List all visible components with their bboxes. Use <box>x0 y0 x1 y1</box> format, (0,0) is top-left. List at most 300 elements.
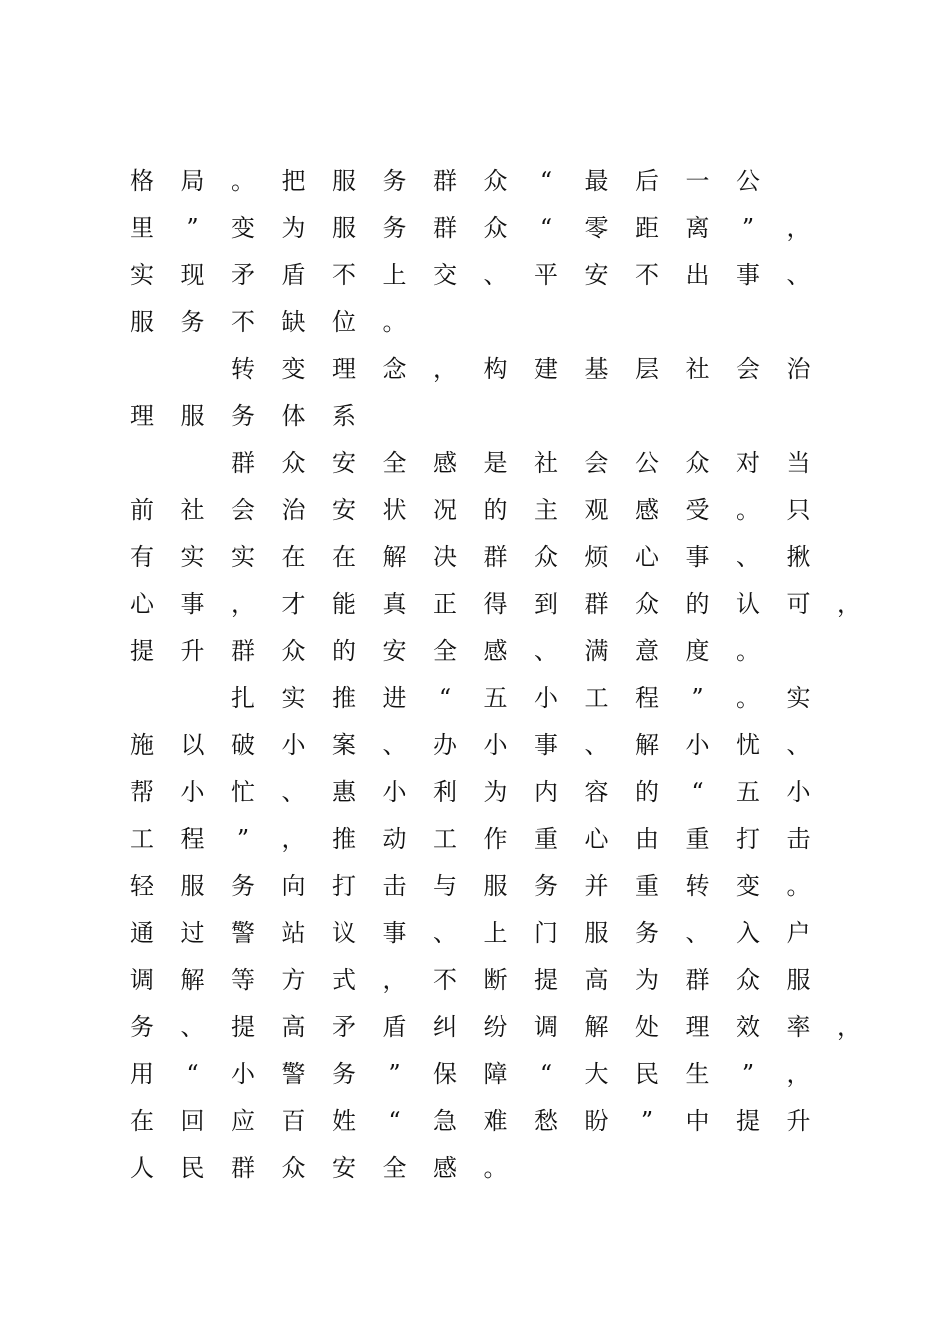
text-char: 零 <box>584 214 609 242</box>
text-char: 小 <box>231 1060 255 1088</box>
text-char: 全 <box>382 449 407 477</box>
text-char: 案 <box>332 731 356 759</box>
text-char: 扎 <box>231 684 255 712</box>
text-char: ， <box>837 590 861 618</box>
text-char: 度 <box>685 637 710 665</box>
text-char: 解 <box>180 966 205 994</box>
text-char: 实 <box>281 684 306 712</box>
text-char: 忙 <box>231 778 255 806</box>
text-char: 安 <box>332 496 356 524</box>
text-char: 意 <box>635 637 659 665</box>
text-line <box>130 675 850 722</box>
text-char: 感 <box>483 637 508 665</box>
text-char: 实 <box>180 543 205 571</box>
text-char: 。 <box>736 496 760 524</box>
text-char: 应 <box>231 1107 255 1135</box>
text-char: 服 <box>332 167 356 195</box>
text-char: 的 <box>635 778 659 806</box>
text-char: 方 <box>281 966 306 994</box>
text-char: 、 <box>281 778 306 806</box>
text-char: 后 <box>635 167 659 195</box>
text-char: 过 <box>180 919 205 947</box>
text-char: 服 <box>130 308 154 336</box>
text-char: 变 <box>231 214 255 242</box>
text-char: 是 <box>483 449 508 477</box>
text-char: 得 <box>483 590 508 618</box>
text-char: ， <box>837 1013 861 1041</box>
text-char: 在 <box>332 543 356 571</box>
text-char: 解 <box>382 543 407 571</box>
text-char: 急 <box>433 1107 457 1135</box>
text-char: 心 <box>130 590 154 618</box>
text-char: 用 <box>130 1060 154 1088</box>
text-char: 受 <box>685 496 710 524</box>
text-char: “ <box>539 167 553 195</box>
document-body <box>130 158 861 1192</box>
text-char: 容 <box>584 778 609 806</box>
text-char: 断 <box>483 966 508 994</box>
text-char: 事 <box>534 731 558 759</box>
text-char: 距 <box>635 214 659 242</box>
text-line <box>130 1051 850 1098</box>
text-char: 、 <box>736 543 760 571</box>
text-char: 大 <box>584 1060 609 1088</box>
text-char: 民 <box>635 1060 659 1088</box>
text-char: 群 <box>231 637 255 665</box>
text-char: 会 <box>736 355 760 383</box>
text-char: 观 <box>584 496 609 524</box>
text-char: 小 <box>180 778 205 806</box>
text-char: 、 <box>685 919 710 947</box>
text-char: 、 <box>786 731 811 759</box>
text-char: 群 <box>433 214 457 242</box>
text-char: 基 <box>584 355 609 383</box>
text-char: 事 <box>736 261 760 289</box>
text-char: 进 <box>382 684 407 712</box>
text-char: 升 <box>180 637 205 665</box>
text-char: 中 <box>685 1107 710 1135</box>
text-char: 。 <box>736 684 760 712</box>
text-char: 生 <box>685 1060 710 1088</box>
text-char: “ <box>186 1060 199 1088</box>
text-char: 以 <box>180 731 205 759</box>
text-line <box>130 769 850 816</box>
text-line <box>130 205 850 252</box>
text-char: 认 <box>736 590 760 618</box>
text-char: 、 <box>382 731 407 759</box>
text-char: 提 <box>130 637 154 665</box>
text-char: “ <box>539 214 553 242</box>
text-char: 在 <box>130 1107 154 1135</box>
text-char: 人 <box>130 1154 154 1182</box>
text-line <box>130 158 850 205</box>
text-char: 小 <box>534 684 558 712</box>
text-char: 工 <box>584 684 609 712</box>
text-char: 全 <box>433 637 457 665</box>
text-char: 不 <box>635 261 659 289</box>
text-char: 群 <box>685 966 710 994</box>
text-char: 帮 <box>130 778 154 806</box>
text-char: 破 <box>231 731 255 759</box>
text-char: 、 <box>534 637 558 665</box>
text-char: 惠 <box>332 778 356 806</box>
text-char: “ <box>539 1060 553 1088</box>
text-char: 为 <box>635 966 659 994</box>
text-char: 不 <box>433 966 457 994</box>
text-char: 保 <box>433 1060 457 1088</box>
text-char: 解 <box>584 1013 609 1041</box>
text-char: 。 <box>483 1154 508 1182</box>
text-char: 矛 <box>332 1013 356 1041</box>
text-char: 推 <box>332 825 356 853</box>
text-char: 升 <box>786 1107 811 1135</box>
text-line <box>130 299 850 346</box>
text-char: 利 <box>433 778 457 806</box>
text-char: 并 <box>584 872 609 900</box>
text-char: 障 <box>483 1060 508 1088</box>
text-line <box>130 393 850 440</box>
text-char: ” <box>236 825 250 853</box>
text-char: 提 <box>534 966 558 994</box>
text-char: 民 <box>180 1154 205 1182</box>
text-char: 烦 <box>584 543 609 571</box>
text-char: ” <box>691 684 704 712</box>
text-char: 平 <box>534 261 558 289</box>
text-char: 务 <box>231 872 255 900</box>
text-char: 为 <box>281 214 306 242</box>
text-char: 心 <box>635 543 659 571</box>
text-char: 只 <box>786 496 811 524</box>
text-char: 施 <box>130 731 154 759</box>
text-char: 程 <box>180 825 205 853</box>
text-line <box>130 1004 861 1051</box>
text-char: 现 <box>180 261 205 289</box>
text-char: 警 <box>281 1060 306 1088</box>
text-char: 纠 <box>433 1013 457 1041</box>
text-char: ， <box>433 355 457 383</box>
text-line <box>130 487 850 534</box>
text-char: 理 <box>685 1013 710 1041</box>
text-char: ” <box>388 1060 401 1088</box>
text-char: 系 <box>332 402 356 430</box>
text-char: 办 <box>433 731 457 759</box>
text-char: “ <box>438 684 452 712</box>
text-char: 户 <box>786 919 811 947</box>
text-char: 不 <box>231 308 255 336</box>
text-char: 工 <box>433 825 457 853</box>
text-char: 理 <box>130 402 154 430</box>
text-char: 前 <box>130 496 154 524</box>
text-char: 重 <box>685 825 710 853</box>
text-char: 小 <box>483 731 508 759</box>
text-char: 变 <box>281 355 306 383</box>
text-char: 社 <box>534 449 558 477</box>
text-line <box>130 910 850 957</box>
text-char: 调 <box>534 1013 558 1041</box>
text-char: 务 <box>635 919 659 947</box>
text-char: 上 <box>382 261 407 289</box>
text-char: 轻 <box>130 872 154 900</box>
text-char: 。 <box>231 167 255 195</box>
text-char: 公 <box>736 167 760 195</box>
text-char: 五 <box>736 778 760 806</box>
text-char: 会 <box>231 496 255 524</box>
text-char: 真 <box>382 590 407 618</box>
text-char: 议 <box>332 919 356 947</box>
text-line <box>130 863 850 910</box>
text-char: 众 <box>736 966 760 994</box>
text-char: 纷 <box>483 1013 508 1041</box>
text-char: 的 <box>685 590 710 618</box>
text-char: 小 <box>786 778 811 806</box>
text-char: 众 <box>281 449 306 477</box>
text-line <box>130 534 850 581</box>
text-char: 忧 <box>736 731 760 759</box>
text-char: 、 <box>584 731 609 759</box>
text-char: 击 <box>382 872 407 900</box>
text-char: 作 <box>483 825 508 853</box>
text-char: ” <box>640 1107 654 1135</box>
text-char: 等 <box>231 966 255 994</box>
text-char: 感 <box>433 1154 457 1182</box>
text-line <box>130 440 850 487</box>
text-char: 务 <box>382 214 407 242</box>
text-char: 安 <box>332 449 356 477</box>
text-char: 提 <box>736 1107 760 1135</box>
text-line <box>130 628 850 675</box>
text-char: 、 <box>786 261 811 289</box>
text-char: 的 <box>332 637 356 665</box>
text-char: 提 <box>231 1013 255 1041</box>
text-char: 服 <box>584 919 609 947</box>
text-char: 全 <box>382 1154 407 1182</box>
text-char: 格 <box>130 167 154 195</box>
text-char: 才 <box>281 590 306 618</box>
text-char: 实 <box>786 684 811 712</box>
text-char: 入 <box>736 919 760 947</box>
text-char: 当 <box>786 449 811 477</box>
text-char: 不 <box>332 261 356 289</box>
text-char: 众 <box>685 449 710 477</box>
text-line <box>130 581 861 628</box>
text-char: 缺 <box>281 308 306 336</box>
text-char: 高 <box>281 1013 306 1041</box>
text-char: 感 <box>433 449 457 477</box>
text-char: 安 <box>584 261 609 289</box>
text-char: “ <box>388 1107 401 1135</box>
text-char: 到 <box>534 590 558 618</box>
text-line <box>130 1098 850 1145</box>
text-char: ， <box>382 966 407 994</box>
text-char: 层 <box>635 355 659 383</box>
text-line <box>130 722 850 769</box>
text-char: 离 <box>685 214 710 242</box>
text-char: 警 <box>231 919 255 947</box>
text-char: 百 <box>281 1107 306 1135</box>
text-char: 服 <box>786 966 811 994</box>
text-char: 交 <box>433 261 457 289</box>
text-char: 愁 <box>534 1107 558 1135</box>
text-char: 回 <box>180 1107 205 1135</box>
text-char: 工 <box>130 825 154 853</box>
text-char: 服 <box>180 872 205 900</box>
text-char: 安 <box>332 1154 356 1182</box>
text-char: 一 <box>685 167 710 195</box>
text-char: 务 <box>332 1060 356 1088</box>
text-char: ” <box>186 214 199 242</box>
text-char: 务 <box>382 167 407 195</box>
text-char: 务 <box>534 872 558 900</box>
text-char: 打 <box>332 872 356 900</box>
text-char: 站 <box>281 919 306 947</box>
text-char: 重 <box>635 872 659 900</box>
text-char: 务 <box>180 308 205 336</box>
text-char: 众 <box>483 214 508 242</box>
text-char: 局 <box>180 167 205 195</box>
text-char: 务 <box>130 1013 154 1041</box>
text-char: 位 <box>332 308 356 336</box>
text-char: 正 <box>433 590 457 618</box>
text-char: 式 <box>332 966 356 994</box>
text-char: ， <box>786 214 811 242</box>
text-line <box>130 1145 850 1192</box>
text-char: 众 <box>483 167 508 195</box>
text-char: 。 <box>736 637 760 665</box>
text-char: 上 <box>483 919 508 947</box>
text-char: 内 <box>534 778 558 806</box>
text-char: 群 <box>483 543 508 571</box>
text-char: 最 <box>584 167 609 195</box>
text-char: 会 <box>584 449 609 477</box>
text-char: 向 <box>281 872 306 900</box>
text-char: 、 <box>180 1013 205 1041</box>
text-char: 可 <box>786 590 811 618</box>
text-char: 群 <box>584 590 609 618</box>
text-char: ， <box>786 1060 811 1088</box>
text-char: 公 <box>635 449 659 477</box>
text-char: 服 <box>180 402 205 430</box>
text-char: 五 <box>483 684 508 712</box>
text-char: 与 <box>433 872 457 900</box>
text-char: 效 <box>736 1013 760 1041</box>
text-char: 安 <box>382 637 407 665</box>
text-char: 众 <box>281 637 306 665</box>
text-char: 小 <box>281 731 306 759</box>
text-char: 群 <box>231 449 255 477</box>
text-char: 况 <box>433 496 457 524</box>
text-line <box>130 252 850 299</box>
text-char: 把 <box>281 167 306 195</box>
text-char: 体 <box>281 402 306 430</box>
text-char: 在 <box>281 543 306 571</box>
text-char: 打 <box>736 825 760 853</box>
text-char: 能 <box>332 590 356 618</box>
text-line <box>130 346 850 393</box>
text-char: 理 <box>332 355 356 383</box>
text-char: 实 <box>231 543 255 571</box>
text-char: 由 <box>635 825 659 853</box>
text-char: 姓 <box>332 1107 356 1135</box>
text-char: 。 <box>786 872 811 900</box>
text-char: 决 <box>433 543 457 571</box>
text-char: 程 <box>635 684 659 712</box>
text-char: 处 <box>635 1013 659 1041</box>
text-char: 务 <box>231 402 255 430</box>
text-char: 对 <box>736 449 760 477</box>
text-char: 、 <box>483 261 508 289</box>
text-char: 群 <box>231 1154 255 1182</box>
text-char: 通 <box>130 919 154 947</box>
text-char: 揪 <box>786 543 811 571</box>
text-char: 实 <box>130 261 154 289</box>
text-char: 率 <box>786 1013 811 1041</box>
text-char: 主 <box>534 496 558 524</box>
text-char: 推 <box>332 684 356 712</box>
text-char: 出 <box>685 261 710 289</box>
text-char: 小 <box>382 778 407 806</box>
text-char: ” <box>741 1060 755 1088</box>
text-char: 小 <box>685 731 710 759</box>
text-char: 门 <box>534 919 558 947</box>
text-char: 服 <box>483 872 508 900</box>
text-char: 重 <box>534 825 558 853</box>
text-char: 心 <box>584 825 609 853</box>
text-char: 众 <box>635 590 659 618</box>
text-char: 盾 <box>382 1013 407 1041</box>
text-char: 状 <box>382 496 407 524</box>
text-char: 众 <box>534 543 558 571</box>
text-char: 建 <box>534 355 558 383</box>
text-char: 变 <box>736 872 760 900</box>
text-char: ， <box>231 590 255 618</box>
text-char: 。 <box>382 308 407 336</box>
text-char: 服 <box>332 214 356 242</box>
text-char: “ <box>691 778 704 806</box>
text-char: 转 <box>685 872 710 900</box>
text-char: 事 <box>382 919 407 947</box>
text-char: ” <box>741 214 755 242</box>
text-char: 高 <box>584 966 609 994</box>
text-char: 满 <box>584 637 609 665</box>
text-char: 盾 <box>281 261 306 289</box>
text-char: 事 <box>180 590 205 618</box>
text-line <box>130 957 850 1004</box>
text-char: 转 <box>231 355 255 383</box>
text-char: 感 <box>635 496 659 524</box>
text-line <box>130 816 850 863</box>
text-char: 众 <box>281 1154 306 1182</box>
text-char: 矛 <box>231 261 255 289</box>
text-char: 社 <box>180 496 205 524</box>
text-char: 解 <box>635 731 659 759</box>
text-char: 为 <box>483 778 508 806</box>
text-char: 治 <box>281 496 306 524</box>
text-char: 、 <box>433 919 457 947</box>
text-char: ， <box>281 825 306 853</box>
text-char: 里 <box>130 214 154 242</box>
text-char: 治 <box>786 355 811 383</box>
text-char: 构 <box>483 355 508 383</box>
text-char: 盼 <box>584 1107 609 1135</box>
text-char: 动 <box>382 825 407 853</box>
text-char: 群 <box>433 167 457 195</box>
text-char: 念 <box>382 355 407 383</box>
text-char: 调 <box>130 966 154 994</box>
text-char: 社 <box>685 355 710 383</box>
text-char: 的 <box>483 496 508 524</box>
text-char: 事 <box>685 543 710 571</box>
text-char: 击 <box>786 825 811 853</box>
